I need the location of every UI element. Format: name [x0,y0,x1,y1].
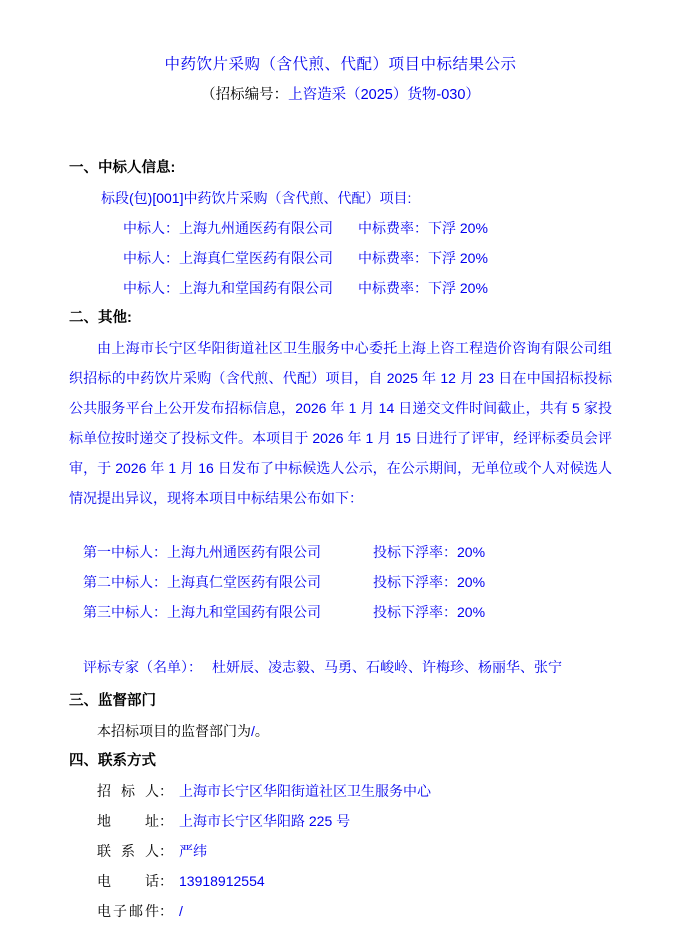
winner-row [69,213,612,243]
discount-rate-value: 20% [457,574,486,590]
contact-colon: ： [159,783,173,799]
discount-rate-label: 投标下浮率： [373,544,457,560]
discount-rate [373,567,485,597]
contact-label: 地址 [97,813,159,829]
section-heading-winner-info: 一、中标人信息: [69,160,176,176]
ranked-winner-row [69,597,612,627]
winner-label: 中标人： [123,220,179,236]
supervision-text: 本招标项目的监督部门为 [97,723,251,739]
contact-value: / [179,903,183,919]
ranked-winner-label: 第三中标人： [83,604,167,620]
winner-name: 上海九州通医药有限公司 [179,220,333,236]
discount-rate-value: 20% [457,604,486,620]
fee-rate-value: 下浮 20% [428,280,488,296]
expert-list-row [69,652,612,682]
contact-value: 上海市长宁区华阳街道社区卫生服务中心 [179,783,431,799]
contact-label: 联系人 [97,843,159,859]
contact-colon: ： [159,903,173,919]
fee-rate [358,273,488,303]
discount-rate [373,537,485,567]
lot-title: 标段(包)[001]中药饮片采购（含代煎、代配）项目: [101,190,412,206]
fee-rate [358,213,488,243]
contact-row-tenderer [69,776,612,806]
contact-value: 13918912554 [179,873,265,889]
supervision-value: / [251,723,255,739]
contact-label: 电话 [97,873,159,889]
discount-rate-label: 投标下浮率： [373,574,457,590]
ranked-winner-name: 上海九和堂国药有限公司 [167,604,321,620]
tender-number-line [69,80,612,110]
fee-rate [358,243,488,273]
contact-row-address [69,806,612,836]
ranked-winner-label: 第二中标人： [83,574,167,590]
tender-number: 上咨造采（2025）货物-030） [288,87,480,103]
page-title: 中药饮片采购（含代煎、代配）项目中标结果公示 [164,56,517,73]
ranked-winner-label: 第一中标人： [83,544,167,560]
supervision-line [69,716,612,746]
winner-row [69,273,612,303]
ranked-winner-name: 上海真仁堂医药有限公司 [167,574,321,590]
contact-value: 严纬 [179,843,207,859]
section-heading-contact: 四、联系方式 [69,753,156,769]
winner-name: 上海九和堂国药有限公司 [179,280,333,296]
fee-rate-value: 下浮 20% [428,220,488,236]
ranked-winner-row [69,567,612,597]
section-heading-other: 二、其他: [69,310,132,326]
section-heading-supervision: 三、监督部门 [69,693,156,709]
contact-label: 电子邮件 [97,903,159,919]
ranked-winner-row [69,537,612,567]
announcement-paragraph: 由上海市长宁区华阳街道社区卫生服务中心委托上海上咨工程造价咨询有限公司组织招标的中药饮片采购（含代煎、代配）项目，自 2025 年 12 月 23 日在中国招标投标公共服务平台上公开发布招标信息，2026 年 1 月 14 日递交文件时间截止，共有 5 家投标单位按时递交了投标文件。本项目于 2026 年 1 月 15 日进行了评审，经评标委员会评审，于 2026 年 1 月 16 日发布了中标候选人公示，在公示期间，无单位或个人对候选人情况提出异议，现将本项目中标结果公布如下： [69,340,612,506]
fee-rate-value: 下浮 20% [428,250,488,266]
discount-rate-value: 20% [457,544,486,560]
winner-row [69,243,612,273]
supervision-period: 。 [254,723,269,739]
fee-rate-label: 中标费率： [358,280,428,296]
contact-row-phone [69,866,612,896]
tender-number-prefix: （招标编号： [201,87,289,103]
contact-colon: ： [159,813,173,829]
fee-rate-label: 中标费率： [358,250,428,266]
expert-list-label: 评标专家（名单）： [83,659,202,675]
contact-row-email [69,896,612,926]
contact-value: 上海市长宁区华阳路 225 号 [179,813,351,829]
discount-rate-label: 投标下浮率： [373,604,457,620]
fee-rate-label: 中标费率： [358,220,428,236]
winner-label: 中标人： [123,250,179,266]
expert-list-names: 杜妍辰、凌志毅、马勇、石峻岭、许梅珍、杨丽华、张宁 [212,659,562,675]
contact-label: 招标人 [97,783,159,799]
discount-rate [373,597,485,627]
contact-colon: ： [159,873,173,889]
contact-row-contact-person [69,836,612,866]
winner-name: 上海真仁堂医药有限公司 [179,250,333,266]
winner-label: 中标人： [123,280,179,296]
ranked-winner-name: 上海九州通医药有限公司 [167,544,321,560]
contact-colon: ： [159,843,173,859]
